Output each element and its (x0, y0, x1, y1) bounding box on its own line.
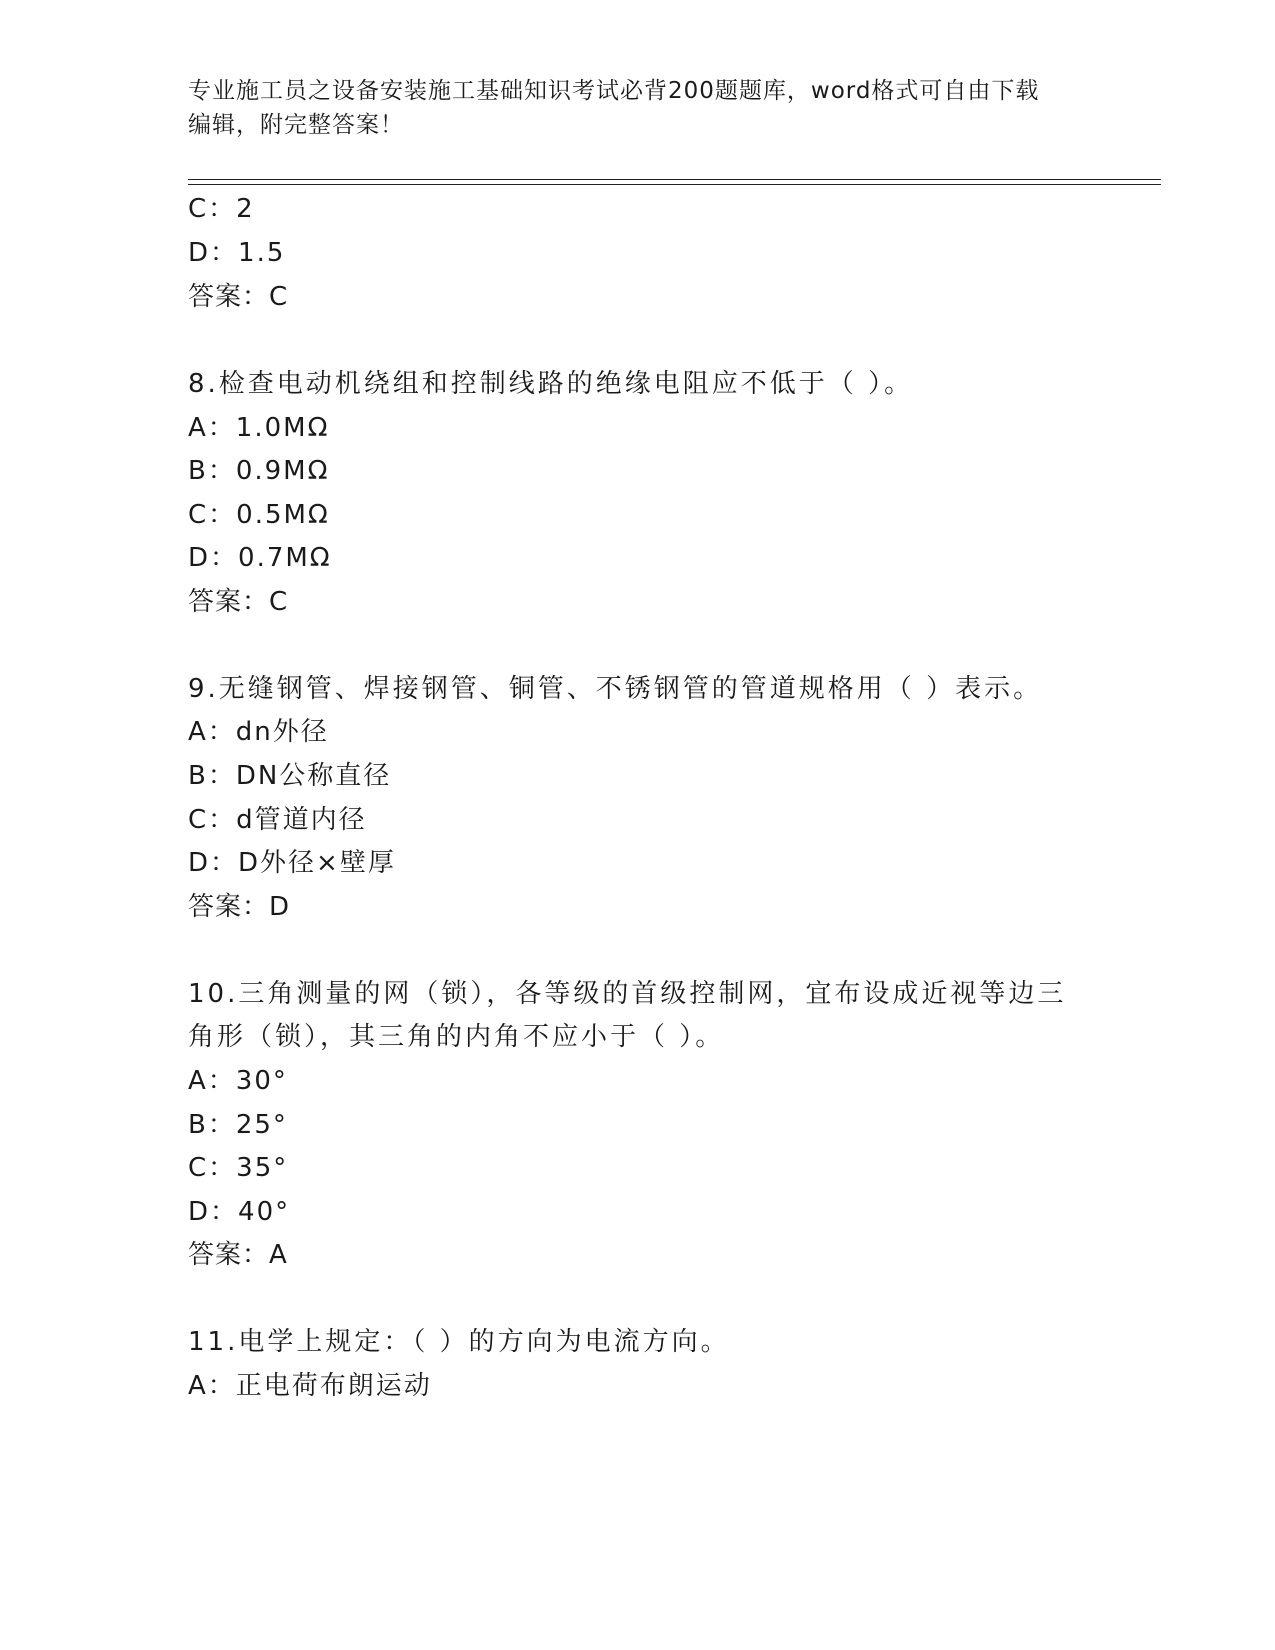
q8-question: 8.检查电动机绕组和控制线路的绝缘电阻应不低于（ ）。 (188, 369, 914, 399)
header-divider-top (188, 179, 1161, 180)
q10-option-d: D：40° (188, 1197, 291, 1227)
q10-question-line-1: 10.三角测量的网（锁），各等级的首级控制网，宜布设成近视等边三 (188, 979, 1067, 1009)
header-divider-bottom (188, 184, 1161, 185)
q10-option-b: B：25° (188, 1110, 288, 1140)
q9-option-a: A：dn外径 (188, 717, 329, 747)
header-line-1: 专业施工员之设备安装施工基础知识考试必背200题题库，word格式可自由下载 (188, 78, 1040, 104)
q10-option-c: C：35° (188, 1153, 289, 1183)
document-header (188, 74, 1088, 142)
q8-option-a: A：1.0MΩ (188, 413, 330, 443)
q9-question: 9.无缝钢管、焊接钢管、铜管、不锈钢管的管道规格用（ ）表示。 (188, 674, 1043, 704)
q7-answer: 答案：C (188, 282, 289, 312)
q9-option-b: B：DN公称直径 (188, 761, 392, 791)
q10-question-line-2: 角形（锁），其三角的内角不应小于（ ）。 (188, 1022, 725, 1052)
q11-question: 11.电学上规定：（ ）的方向为电流方向。 (188, 1327, 730, 1357)
q7-option-d: D：1.5 (188, 238, 286, 268)
q8-option-c: C：0.5MΩ (188, 500, 330, 530)
q10-answer: 答案：A (188, 1240, 288, 1270)
q9-option-c: C：d管道内径 (188, 805, 367, 835)
q11-option-a: A：正电荷布朗运动 (188, 1371, 432, 1401)
q8-answer: 答案：C (188, 587, 289, 617)
q9-answer: 答案：D (188, 892, 291, 922)
q8-option-b: B：0.9MΩ (188, 456, 330, 486)
q8-option-d: D：0.7MΩ (188, 543, 332, 573)
q7-option-c: C：2 (188, 194, 255, 224)
q9-option-d: D：D外径×壁厚 (188, 848, 396, 878)
header-line-2: 编辑，附完整答案！ (188, 112, 404, 138)
q10-option-a: A：30° (188, 1066, 288, 1096)
